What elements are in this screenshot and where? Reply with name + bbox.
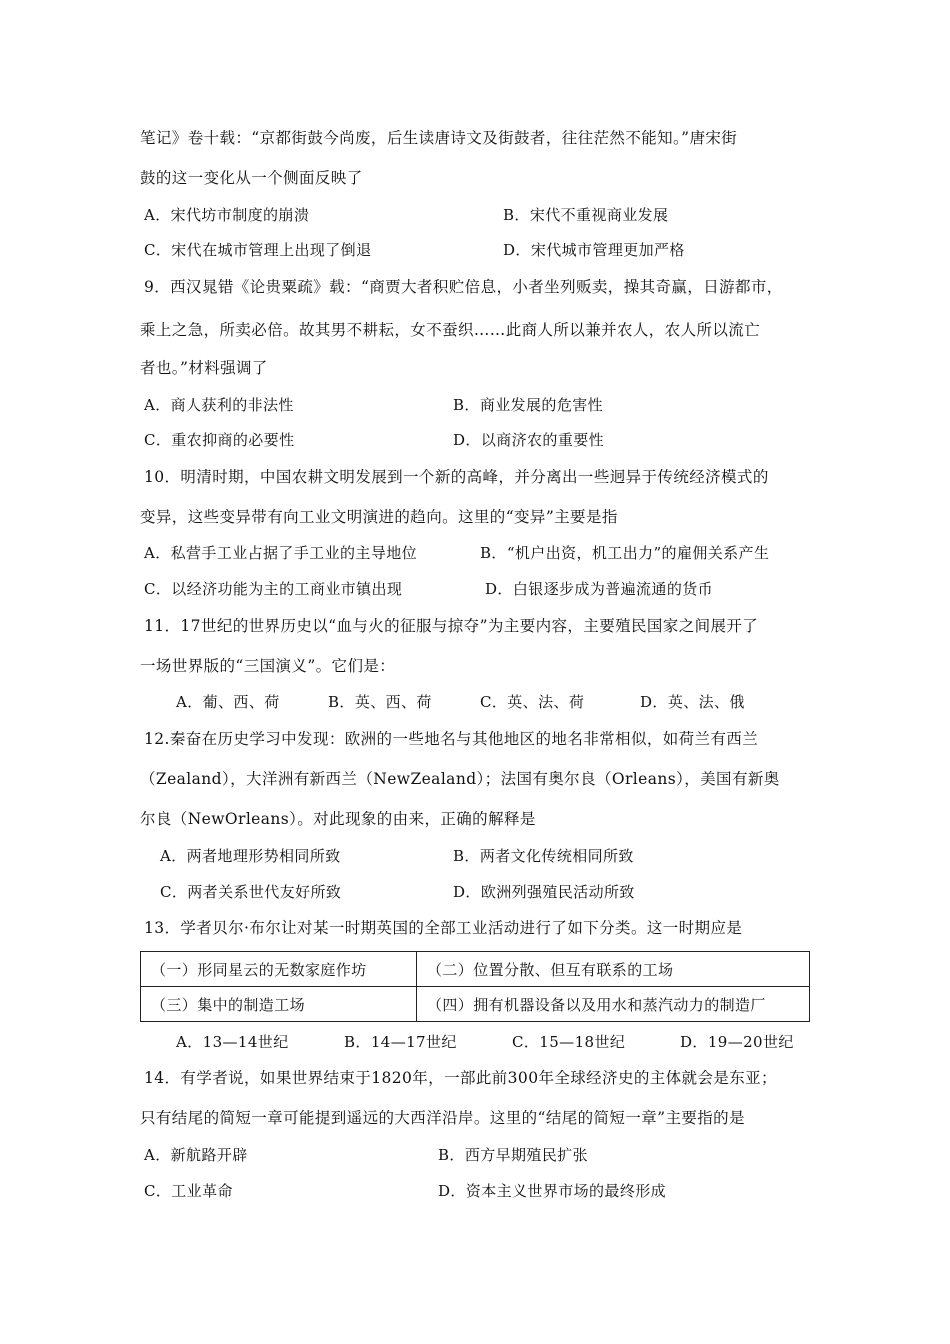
q9-stem-line-1: 9．西汉晁错《论贵粟疏》载：“商贾大者积贮倍息，小者坐列贩卖，操其奇赢，日游都市， <box>144 278 783 296</box>
q14-option-c: C．工业革命 <box>144 1182 233 1200</box>
q12-option-c: C．两者关系世代友好所致 <box>160 883 342 901</box>
q14-stem-line-1: 14．有学者说，如果世界结束于1820年，一部此前300年全球经济史的主体就会是东亚； <box>144 1069 777 1087</box>
q10-option-c: C．以经济功能为主的工商业市镇出现 <box>144 580 403 598</box>
q11-option-a: A．葡、西、荷 <box>176 693 280 711</box>
q9-stem-line-3: 者也。”材料强调了 <box>140 359 268 377</box>
q8-stem-line-1: 笔记》卷十载：“京都街鼓今尚废，后生读唐诗文及街鼓者，往往茫然不能知。”唐宋街 <box>140 129 738 147</box>
table-cell: （二）位置分散、但互有联系的工场 <box>417 952 810 987</box>
q12-stem-line-3: 尔良（NewOrleans）。对此现象的由来，正确的解释是 <box>140 810 536 828</box>
q8-stem-line-2: 鼓的这一变化从一个侧面反映了 <box>140 169 363 187</box>
q11-option-c: C．英、法、荷 <box>480 693 585 711</box>
q9-option-a: A．商人获利的非法性 <box>144 396 294 414</box>
q14-option-b: B．西方早期殖民扩张 <box>438 1146 589 1164</box>
table-cell: （四）拥有机器设备以及用水和蒸汽动力的制造厂 <box>417 987 810 1022</box>
q10-option-b: B．“机户出资，机工出力”的雇佣关系产生 <box>480 544 770 562</box>
q13-option-a: A．13—14世纪 <box>176 1033 289 1051</box>
q11-option-d: D．英、法、俄 <box>640 693 745 711</box>
q9-option-b: B．商业发展的危害性 <box>453 396 604 414</box>
q12-stem-line-2: （Zealand），大洋洲有新西兰（NewZealand）；法国有奥尔良（Orleans），美国有新奥 <box>140 770 780 788</box>
q14-stem-line-2: 只有结尾的简短一章可能提到遥远的大西洋沿岸。这里的“结尾的简短一章”主要指的是 <box>140 1109 745 1127</box>
q8-option-a: A．宋代坊市制度的崩溃 <box>144 206 310 224</box>
q12-option-a: A．两者地理形势相同所致 <box>160 847 341 865</box>
table-cell: （三）集中的制造工场 <box>141 987 417 1022</box>
q8-option-c: C．宋代在城市管理上出现了倒退 <box>144 241 372 259</box>
q13-classification-table <box>140 951 810 1022</box>
q9-stem-line-2: 乘上之急，所卖必倍。故其男不耕耘，女不蚕织……此商人所以兼并农人，农人所以流亡 <box>140 321 761 339</box>
q10-stem-line-1: 10．明清时期，中国农耕文明发展到一个新的高峰，并分离出一些迥异于传统经济模式的 <box>144 468 769 486</box>
q9-option-d: D．以商济农的重要性 <box>453 431 605 449</box>
q14-option-d: D．资本主义世界市场的最终形成 <box>438 1182 667 1200</box>
q8-option-d: D．宋代城市管理更加严格 <box>503 241 685 259</box>
q10-option-a: A．私营手工业占据了手工业的主导地位 <box>144 544 418 562</box>
q12-option-b: B．两者文化传统相同所致 <box>453 847 634 865</box>
q8-option-b: B．宋代不重视商业发展 <box>503 206 669 224</box>
q10-option-d: D．白银逐步成为普遍流通的货币 <box>485 580 714 598</box>
q12-stem-line-1: 12.秦奋在历史学习中发现：欧洲的一些地名与其他地区的地名非常相似，如荷兰有西兰 <box>144 730 759 748</box>
q11-stem-line-1: 11．17世纪的世界历史以“血与火的征服与掠夺”为主要内容，主要殖民国家之间展开了 <box>144 617 759 635</box>
table-row <box>141 987 810 1022</box>
q14-option-a: A．新航路开辟 <box>144 1146 248 1164</box>
q10-stem-line-2: 变异，这些变异带有向工业文明演进的趋向。这里的“变异”主要是指 <box>140 508 618 526</box>
q13-option-b: B．14—17世纪 <box>344 1033 457 1051</box>
q11-option-b: B．英、西、荷 <box>328 693 432 711</box>
q11-stem-line-2: 一场世界版的“三国演义”。它们是： <box>140 657 396 675</box>
q9-option-c: C．重农抑商的必要性 <box>144 431 295 449</box>
q13-stem-line-1: 13．学者贝尔·布尔让对某一时期英国的全部工业活动进行了如下分类。这一时期应是 <box>144 919 743 937</box>
q12-option-d: D．欧洲列强殖民活动所致 <box>453 883 635 901</box>
table-cell: （一）形同星云的无数家庭作坊 <box>141 952 417 987</box>
q13-option-d: D．19—20世纪 <box>680 1033 794 1051</box>
q13-option-c: C．15—18世纪 <box>512 1033 626 1051</box>
table-row <box>141 952 810 987</box>
